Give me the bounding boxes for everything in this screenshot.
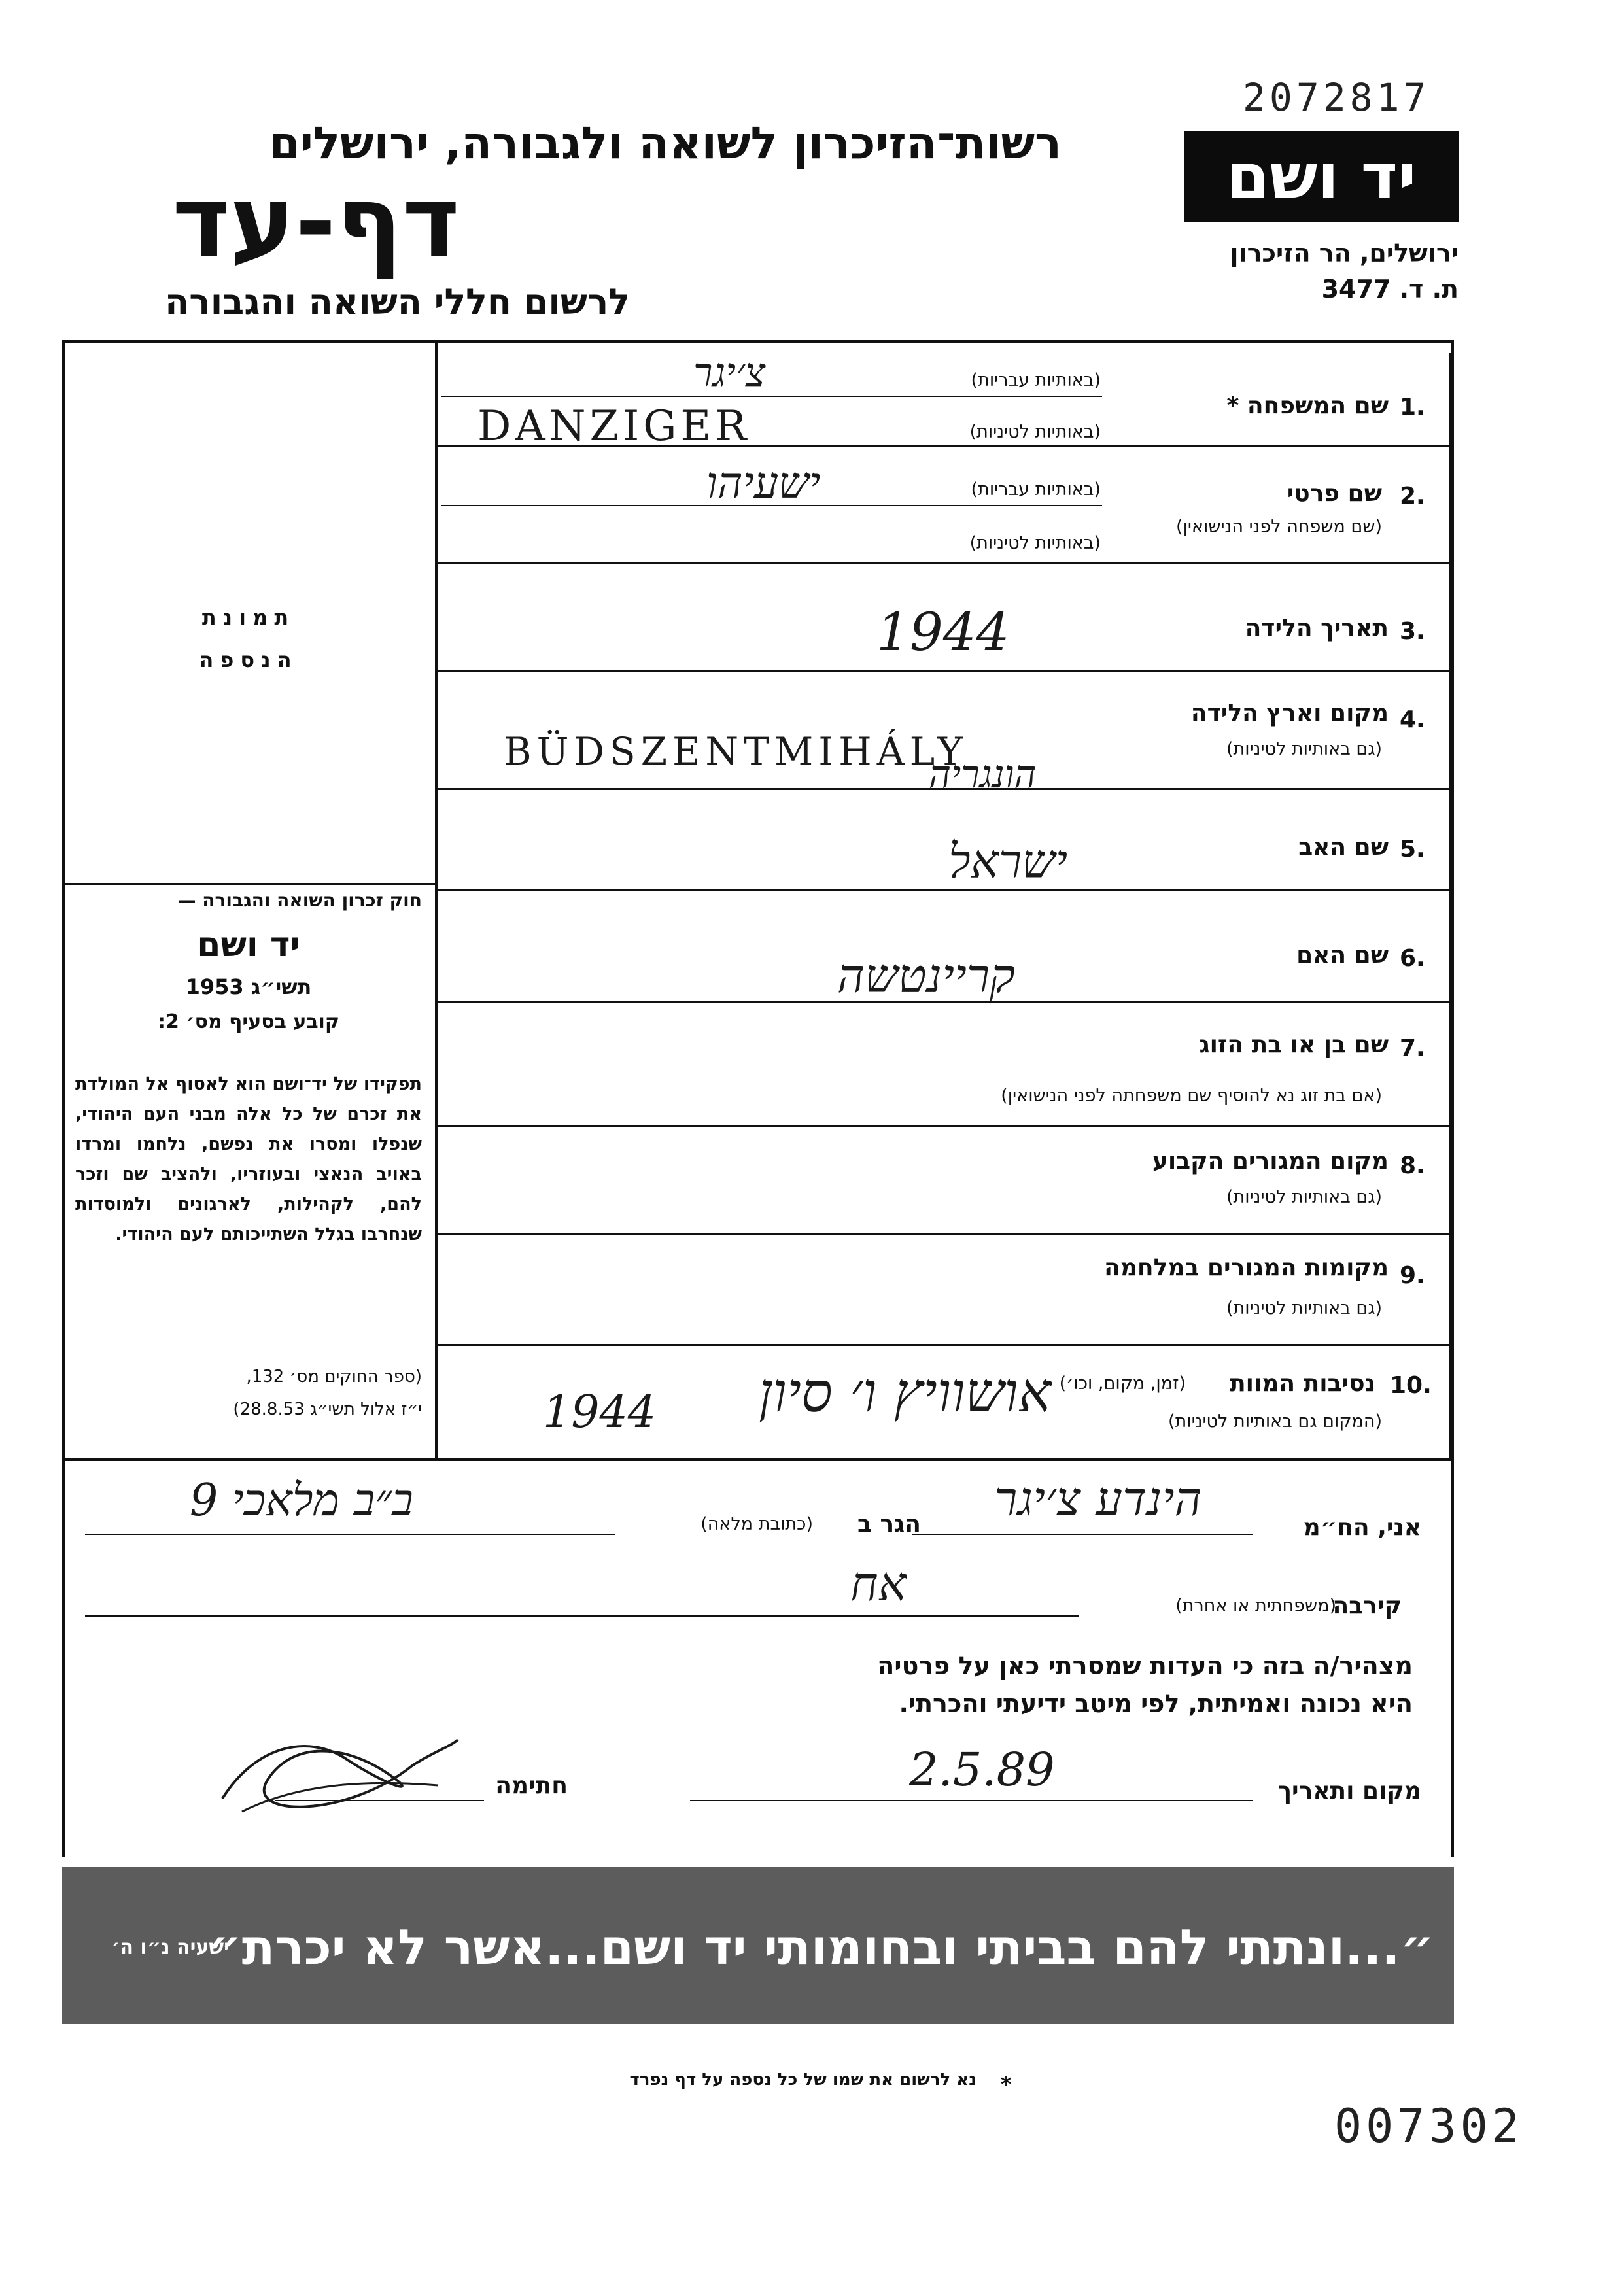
hw-declarant-name: הינדע צ׳יגר xyxy=(994,1472,1202,1526)
form-title: דף-עד xyxy=(172,165,460,279)
field-5-label: שם האב xyxy=(1298,834,1389,861)
field-10-note: (המקום גם באותיות לטיניות) xyxy=(1167,1411,1382,1432)
row-sep-3 xyxy=(435,670,1449,672)
hw-death-year: 1944 xyxy=(543,1386,657,1438)
row-sep-8 xyxy=(435,1233,1449,1235)
field-column-divider xyxy=(1449,353,1451,1458)
serial-number-top: 2072817 xyxy=(1243,75,1430,120)
hw-date: 2.5.89 xyxy=(909,1743,1055,1797)
yad-vashem-logo: יד ושם xyxy=(1184,131,1459,222)
declaration-statement-1: מצהיר/ה בזה כי העדות שמסרתי כאן על פרטיה xyxy=(877,1651,1413,1680)
resides-label: הגר ב xyxy=(857,1511,921,1538)
field-7-note: (אם בת זוג נא להוסיף שם משפחתה לפני הנישואין) xyxy=(1001,1086,1382,1106)
kinship-hint: (משפחתית או אחרת) xyxy=(1175,1596,1336,1616)
row-sep-5 xyxy=(435,889,1449,891)
field-6-number: 6. xyxy=(1400,945,1425,972)
field-8-number: 8. xyxy=(1400,1152,1425,1179)
field-3-number: 3. xyxy=(1400,618,1425,645)
field-4-label: מקום וארץ הלידה xyxy=(1190,700,1389,727)
serial-number-bottom: 007302 xyxy=(1334,2099,1523,2153)
law-ref-1: (ספר החוקים מס׳ 132, xyxy=(246,1367,422,1386)
signature-mark xyxy=(216,1720,464,1825)
footnote-mark: * xyxy=(1001,2072,1012,2097)
authority-title: רשות־הזיכרון לשואה ולגבורה, ירושלים xyxy=(269,118,1062,169)
field-5-number: 5. xyxy=(1400,836,1425,863)
hw-relation: אח xyxy=(850,1557,907,1611)
field-1-hint-latin: (באותיות לטיניות) xyxy=(969,422,1101,442)
hw-birth-date: 1944 xyxy=(876,602,1010,663)
hw-surname-hebrew: צ׳יגר xyxy=(693,350,766,396)
footnote-text: נא לרשום את שמו של כל נספה על דף נפרד xyxy=(629,2070,976,2090)
hw-birth-place-hebrew: הונגריה xyxy=(929,752,1037,797)
law-name: יד ושם xyxy=(197,925,300,965)
field-2-hint-hebrew: (באותיות עבריות) xyxy=(971,479,1101,500)
declaration-statement-2: היא נכונה ואמיתית, לפי מיטב ידיעתי והכרתי. xyxy=(899,1689,1413,1718)
field-2-hint-latin: (באותיות לטיניות) xyxy=(969,533,1101,553)
photo-label-1: תמונת xyxy=(201,605,296,630)
field-7-label: שם בן או בת הזוג xyxy=(1199,1031,1389,1058)
form-subtitle: לרשום חללי השואה והגבורה xyxy=(165,281,630,322)
address-line-1: ירושלים, הר הזיכרון xyxy=(1230,239,1459,267)
field-1-hint-hebrew: (באותיות עבריות) xyxy=(971,370,1101,390)
left-column-divider xyxy=(435,340,438,1458)
row-sep-10 xyxy=(62,1458,1454,1461)
row-sep-7 xyxy=(435,1125,1449,1127)
field-10-label: נסיבות המוות xyxy=(1230,1370,1375,1397)
field-4-number: 4. xyxy=(1400,706,1425,733)
signature-label: חתימה xyxy=(495,1772,568,1799)
field-10-label-extra: (זמן, מקום, וכו׳) xyxy=(1059,1373,1186,1394)
address-line xyxy=(85,1534,615,1535)
law-ref-2: י״ז אלול תשי״ג 28.8.53) xyxy=(233,1400,422,1419)
photo-label-2: הנספה xyxy=(199,647,298,672)
field-1-number: 1. xyxy=(1400,394,1425,421)
field-9-label: מקומות המגורים במלחמה xyxy=(1104,1254,1389,1281)
law-heading: חוק זכרון השואה והגבורה — xyxy=(177,889,422,911)
kinship-line xyxy=(85,1615,1079,1617)
field-6-label: שם האם xyxy=(1296,942,1389,969)
law-clause: קובע בסעיף מס׳ 2: xyxy=(157,1010,340,1033)
full-address-hint: (כתובת מלאה) xyxy=(700,1514,813,1534)
hw-father: ישראל xyxy=(948,834,1068,889)
hw-birth-place-latin: BÜDSZENTMIHÁLY xyxy=(504,729,968,774)
hw-mother: קריינטשה xyxy=(837,948,1015,1003)
banner-source: ישעיה נ״ו ה׳ xyxy=(111,1936,230,1959)
signature-scribble-icon xyxy=(216,1720,464,1825)
hw-declarant-address: ב״ב מלאכי 9 xyxy=(190,1475,413,1526)
field-2-label: שם פרטי xyxy=(1287,480,1382,507)
photo-divider xyxy=(65,883,435,885)
field-9-note: (גם באותיות לטיניות) xyxy=(1226,1298,1382,1318)
hw-surname-latin: DANZIGER xyxy=(477,402,751,451)
law-year: תשי״ג 1953 xyxy=(185,974,312,999)
field-8-note: (גם באותיות לטיניות) xyxy=(1226,1187,1382,1207)
field-1-label: שם המשפחה * xyxy=(1226,392,1389,419)
field-8-label: מקום המגורים הקבוע xyxy=(1152,1148,1389,1175)
field-1-hebrew-line xyxy=(441,396,1102,397)
hw-death-place: אושוויץ ו׳ סיון xyxy=(759,1360,1052,1424)
field-9-number: 9. xyxy=(1400,1262,1425,1289)
row-sep-2 xyxy=(435,562,1449,564)
declarant-prefix: אני, הח״מ xyxy=(1303,1514,1421,1541)
field-7-number: 7. xyxy=(1400,1035,1425,1061)
kinship-label: קירבה xyxy=(1332,1592,1402,1619)
banner-quote: ״...ונתתי להם בביתי ובחומותי יד ושם...אשר לא יכרת״ xyxy=(207,1919,1434,1976)
law-body: תפקידו של יד־ושם הוא לאסוף אל המולדת את זכרם של כל אלה מבני העם היהודי, שנפלו ומסרו את נפשם, נלחמו ומרדו באויב הנאצי ובעוזריו, ולהציב שם וזכר להם, לקהילות, לארגונים ולמוסדות שנחרבו בגלל השתייכותם לעם היהודי. xyxy=(75,1074,422,1245)
place-date-label: מקום ותאריך xyxy=(1278,1778,1421,1804)
address-line-2: ת. ד. 3477 xyxy=(1321,275,1459,303)
field-4-note: (גם באותיות לטיניות) xyxy=(1226,739,1382,759)
field-2-number: 2. xyxy=(1400,483,1425,509)
hw-given-hebrew: ישעיהו xyxy=(706,458,821,508)
declarant-name-line xyxy=(912,1534,1253,1535)
field-3-label: תאריך הלידה xyxy=(1245,615,1389,642)
row-sep-9 xyxy=(435,1344,1449,1346)
field-2-note: (שם משפחה לפני הנישואין) xyxy=(1176,517,1382,537)
place-date-line xyxy=(690,1800,1253,1801)
field-10-number: 10. xyxy=(1390,1372,1432,1399)
